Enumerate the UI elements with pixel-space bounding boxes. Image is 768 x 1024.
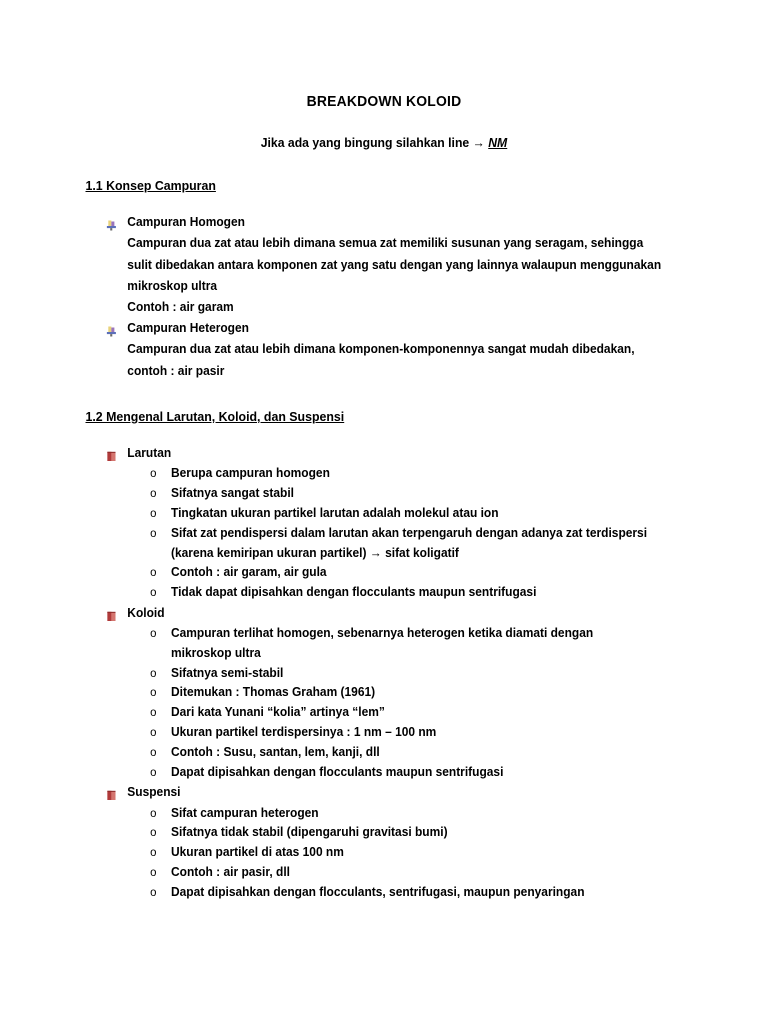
book-icon xyxy=(106,448,116,459)
list-item-title: Suspensi xyxy=(127,785,181,800)
suspensi-sublist xyxy=(0,804,768,903)
list-item xyxy=(0,823,730,843)
list-item xyxy=(0,484,730,504)
list-item-text: Ditemukan : Thomas Graham (1961) xyxy=(171,685,376,700)
list-item xyxy=(0,524,730,564)
circle-bullet-icon: o xyxy=(150,565,157,580)
circle-bullet-icon: o xyxy=(150,845,157,860)
list-item xyxy=(0,464,730,484)
circle-bullet-icon: o xyxy=(150,805,157,820)
list-item xyxy=(0,843,730,863)
section-1-1-list xyxy=(0,194,768,382)
larutan-sublist xyxy=(0,464,768,603)
koloid-sublist xyxy=(0,624,768,782)
list-item-text: Contoh : air garam, air gula xyxy=(171,565,327,580)
document-subtitle xyxy=(23,111,745,151)
list-item-text: Sifatnya sangat stabil xyxy=(171,486,295,501)
circle-bullet-icon: o xyxy=(150,626,157,641)
circle-bullet-icon: o xyxy=(150,585,157,600)
circle-bullet-icon: o xyxy=(150,865,157,880)
circle-bullet-icon: o xyxy=(150,466,157,481)
circle-bullet-icon: o xyxy=(150,486,157,501)
list-item-text: Dari kata Yunani “kolia” artinya “lem” xyxy=(171,705,385,720)
list-item-text: Tidak dapat dipisahkan dengan flocculants maupun sentrifugasi xyxy=(171,585,537,600)
list-item-text: Ukuran partikel terdispersinya : 1 nm – 100 nm xyxy=(171,725,437,740)
list-item xyxy=(0,583,730,603)
mixture-icon xyxy=(106,217,116,228)
list-item xyxy=(0,763,730,783)
section-heading-1-1: 1.1 Konsep Campuran xyxy=(85,177,216,193)
list-item xyxy=(0,782,730,803)
book-icon xyxy=(106,787,116,798)
circle-bullet-icon: o xyxy=(150,884,157,899)
list-item-body: Contoh : air garam xyxy=(127,300,234,315)
circle-bullet-icon: o xyxy=(150,525,157,540)
list-item-title: Larutan xyxy=(127,446,172,461)
list-item-text: Tingkatan ukuran partikel larutan adalah molekul atau ion xyxy=(171,505,499,520)
list-item xyxy=(0,683,730,703)
list-item-title: Campuran Homogen xyxy=(127,215,245,230)
list-item-text: Berupa campuran homogen xyxy=(171,466,330,481)
list-item xyxy=(0,664,730,684)
list-item-text: Sifat campuran heterogen xyxy=(171,805,319,820)
book-icon xyxy=(106,608,116,619)
list-item-text: Sifatnya semi-stabil xyxy=(171,665,284,680)
list-item xyxy=(0,504,730,524)
list-item-text: Campuran terlihat homogen, sebenarnya heterogen ketika diamati dengan mikroskop ultra xyxy=(171,626,594,660)
mixture-icon xyxy=(106,323,116,334)
circle-bullet-icon: o xyxy=(150,825,157,840)
list-item-body: Campuran dua zat atau lebih dimana semua zat memiliki susunan yang seragam, sehingga sulit dibedakan antara komponen zat yang satu dengan yang lainnya walaupun menggunakan mikroskop ultra xyxy=(127,236,662,293)
list-item-text: Sifat zat pendispersi dalam larutan akan terpengaruh dengan adanya zat terdispersi (karena kemiripan ukuran partikel) → sifat koligatif xyxy=(171,525,648,560)
subtitle-text: Jika ada yang bingung silahkan line → xyxy=(260,135,489,151)
list-item xyxy=(0,883,730,903)
list-item-title: Campuran Heterogen xyxy=(127,321,249,336)
list-item-title: Koloid xyxy=(127,605,165,620)
list-item-text: Contoh : Susu, santan, lem, kanji, dll xyxy=(171,744,380,759)
circle-bullet-icon: o xyxy=(150,725,157,740)
list-item-text: Contoh : air pasir, dll xyxy=(171,865,290,880)
subtitle-line-id: NM xyxy=(488,135,508,151)
list-item xyxy=(0,318,730,382)
circle-bullet-icon: o xyxy=(150,505,157,520)
circle-bullet-icon: o xyxy=(150,705,157,720)
list-item-text: Sifatnya tidak stabil (dipengaruhi gravitasi bumi) xyxy=(171,825,448,840)
list-item-text: Ukuran partikel di atas 100 nm xyxy=(171,845,344,860)
page-title: BREAKDOWN KOLOID xyxy=(306,94,462,110)
list-item xyxy=(0,443,730,464)
list-item xyxy=(0,743,730,763)
section-1-2-list xyxy=(0,425,768,903)
circle-bullet-icon: o xyxy=(150,764,157,779)
list-item xyxy=(0,804,730,824)
list-item xyxy=(0,212,730,318)
list-item xyxy=(0,603,730,624)
section-heading-1-2: 1.2 Mengenal Larutan, Koloid, dan Suspensi xyxy=(85,408,345,424)
list-item xyxy=(0,723,730,743)
circle-bullet-icon: o xyxy=(150,744,157,759)
list-item xyxy=(0,703,730,723)
list-item xyxy=(0,624,730,664)
circle-bullet-icon: o xyxy=(150,665,157,680)
list-item-text: Dapat dipisahkan dengan flocculants, sentrifugasi, maupun penyaringan xyxy=(171,884,585,899)
list-item xyxy=(0,563,730,583)
list-item-text: Dapat dipisahkan dengan flocculants maupun sentrifugasi xyxy=(171,764,504,779)
list-item xyxy=(0,863,730,883)
list-item-body: Campuran dua zat atau lebih dimana komponen-komponennya sangat mudah dibedakan, contoh : air pasir xyxy=(127,342,635,378)
circle-bullet-icon: o xyxy=(150,685,157,700)
